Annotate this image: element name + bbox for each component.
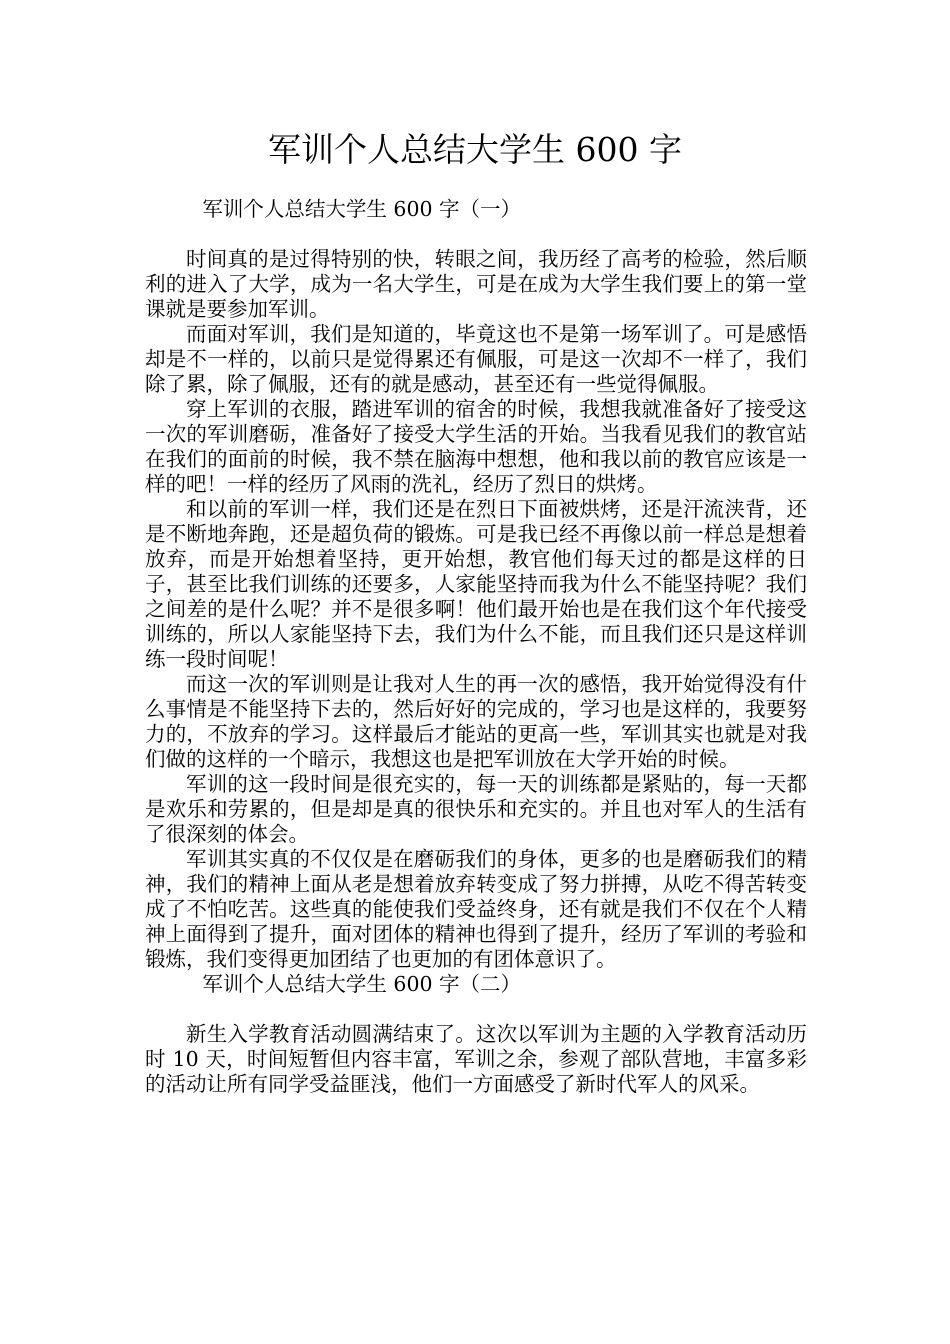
paragraph: 军训其实真的不仅仅是在磨砺我们的身体，更多的也是磨砺我们的精神，我们的精神上面从老是想着放弃转变成了努力拼搏，从吃不得苦转变成了不怕吃苦。这些真的能使我们受益终身，还有就是我们不仅在个人精神上面得到了提升，面对团体的精神也得到了提升，经历了军训的考验和锻炼，我们变得更加团结了也更加的有团体意识了。 — [145, 847, 807, 971]
document-title: 军训个人总结大学生 600 字 — [268, 130, 682, 169]
paragraph: 时间真的是过得特别的快，转眼之间，我历经了高考的检验，然后顺利的进入了大学，成为一名大学生，可是在成为大学生我们要上的第一堂课就是要参加军训。 — [145, 247, 807, 321]
section-heading-1: 军训个人总结大学生 600 字（一） — [202, 197, 522, 221]
document-body — [145, 197, 807, 1097]
paragraph: 新生入学教育活动圆满结束了。这次以军训为主题的入学教育活动历时 10 天，时间短暂但内容丰富，军训之余，参观了部队营地，丰富多彩的活动让所有同学受益匪浅，他们一方面感受了新时代军人的风采。 — [145, 1022, 807, 1096]
paragraph: 穿上军训的衣服，踏进军训的宿舍的时候，我想我就准备好了接受这一次的军训磨砺，准备好了接受大学生活的开始。当我看见我们的教官站在我们的面前的时候，我不禁在脑海中想想，他和我以前的教官应该是一样的吧！一样的经历了风雨的洗礼，经历了烈日的烘烤。 — [145, 397, 807, 496]
paragraph: 军训的这一段时间是很充实的，每一天的训练都是紧贴的，每一天都是欢乐和劳累的，但是却是真的很快乐和充实的。并且也对军人的生活有了很深刻的体会。 — [145, 772, 807, 846]
paragraph: 而面对军训，我们是知道的，毕竟这也不是第一场军训了。可是感悟却是不一样的，以前只是觉得累还有佩服，可是这一次却不一样了，我们除了累，除了佩服，还有的就是感动，甚至还有一些觉得佩服。 — [145, 322, 807, 396]
paragraph: 和以前的军训一样，我们还是在烈日下面被烘烤，还是汗流浃背，还是不断地奔跑，还是超负荷的锻炼。可是我已经不再像以前一样总是想着放弃，而是开始想着坚持，更开始想，教官他们每天过的都是这样的日子，甚至比我们训练的还要多，人家能坚持而我为什么不能坚持呢？我们之间差的是什么呢？并不是很多啊！他们最开始也是在我们这个年代接受训练的，所以人家能坚持下去，我们为什么不能，而且我们还只是这样训练一段时间呢！ — [145, 497, 807, 671]
paragraph: 而这一次的军训则是让我对人生的再一次的感悟，我开始觉得没有什么事情是不能坚持下去的，然后好好的完成的，学习也是这样的，我要努力的，不放弃的学习。这样最后才能站的更高一些，军训其实也就是对我们做的这样的一个暗示，我想这也是把军训放在大学开始的时候。 — [145, 672, 807, 771]
section-heading-2: 军训个人总结大学生 600 字（二） — [202, 972, 522, 996]
